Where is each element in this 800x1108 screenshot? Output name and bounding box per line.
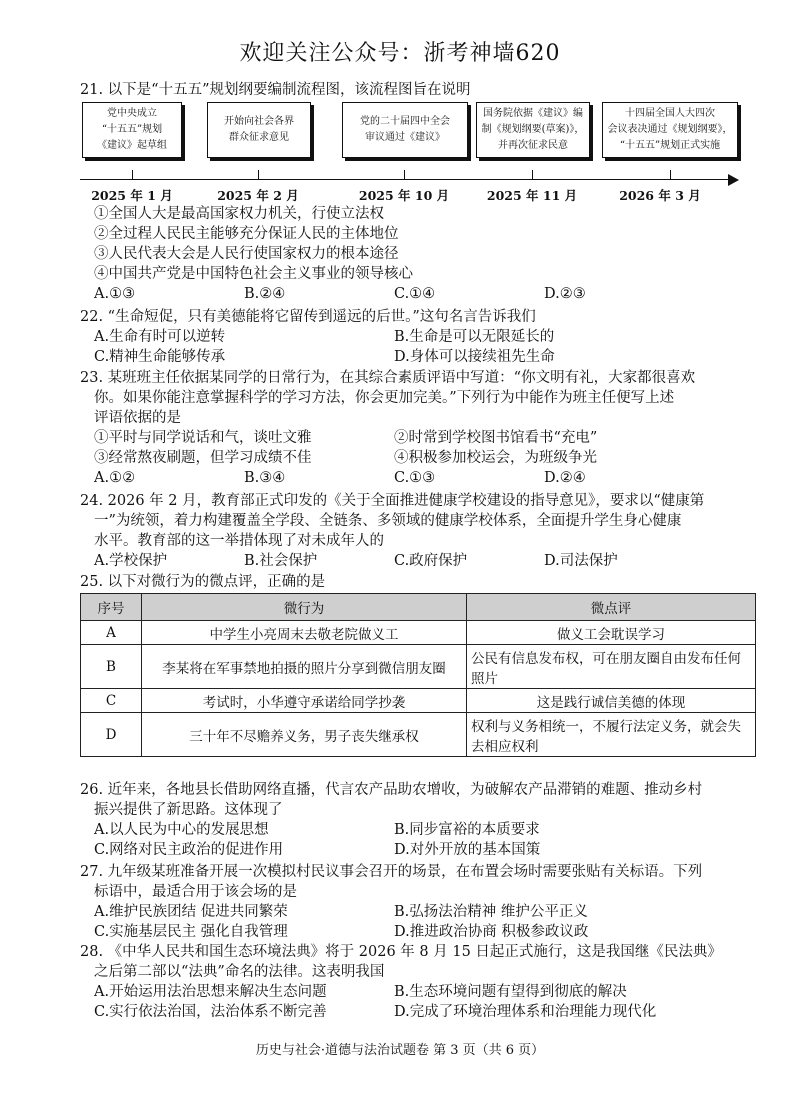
- flow-box-3: 党的二十届四中全会 审议通过《建议》: [342, 102, 468, 158]
- option-c[interactable]: C.精神生命能够传承: [94, 349, 226, 365]
- timeline-date: 2025 年 11 月: [486, 188, 578, 203]
- option-a[interactable]: A.学校保护: [94, 553, 168, 569]
- option-d[interactable]: D.②④: [544, 470, 586, 486]
- table-row: B 李某将在军事禁地拍摄的照片分享到微信朋友圈 公民有信息发布权，可在朋友圈自由发布任何照片: [81, 645, 756, 689]
- question-21-options: [94, 284, 774, 304]
- question-24-options: [80, 551, 760, 571]
- option-b[interactable]: B.生命是可以无限延长的: [394, 329, 555, 345]
- flow-box-5: 十四届全国人大四次 会议表决通过《规划纲要》， “十五五”规划正式实施: [602, 102, 738, 158]
- option-c[interactable]: C.①④: [394, 286, 436, 302]
- option-b[interactable]: B.社会保护: [244, 553, 318, 569]
- flow-box-2: 开始向社会各界 群众征求意见: [207, 102, 311, 158]
- question-23: 23. 某班班主任依据某同学的日常行为，在其综合素质评语中写道：“你文明有礼，大家都很喜欢 你。如果你能注意掌握科学的学习方法，你会更加完美。”下列行为中能作为班主任便写上述 评语依据的是 ①平时与同学说话和气，谈吐文雅 ②时常到学校图书馆看书“充电” ③经常熬夜刷题，但学习成绩不佳 ④积极参加校运会，为班级争光 A.①② B.③④ C.①③ D.②④: [80, 368, 760, 488]
- table-header-row: 序号 微行为 微点评: [81, 594, 756, 621]
- option-a[interactable]: A.维护民族团结 促进共同繁荣: [94, 904, 288, 920]
- timeline-tick: [258, 170, 259, 179]
- flow-box-4: 国务院依据《建议》编 制《规划纲要(草案)》， 并再次征求民意: [476, 102, 590, 158]
- question-28: 28. 《中华人民共和国生态环境法典》将于 2026 年 8 月 15 日起正式施行，这是我国继《民法典》 之后第二部以“法典”命名的法律。这表明我国 A.开始运用法治思想来解决生态问题 B.生态环境问题有望得到彻底的解决 C.实行依法治国，法治体系不断完善 D.完成了环境治理体系和治理能力现代化: [80, 944, 722, 1020]
- timeline-tick: [132, 170, 133, 179]
- option-c[interactable]: C.网络对民主政治的促进作用: [94, 842, 284, 858]
- option-d[interactable]: D.对外开放的基本国策: [394, 842, 541, 858]
- option-b[interactable]: B.生态环境问题有望得到彻底的解决: [394, 984, 627, 1000]
- flow-box-1: 党中央成立 “十五五”规划 《建议》起草组: [82, 102, 182, 158]
- option-c[interactable]: C.①③: [394, 470, 436, 486]
- timeline-date: 2026 年 3 月: [619, 188, 701, 203]
- question-25-table: [80, 593, 756, 757]
- option-d[interactable]: D.司法保护: [544, 553, 618, 569]
- option-a[interactable]: A.①②: [94, 470, 136, 486]
- timeline-date: 2025 年 10 月: [358, 188, 450, 203]
- option-b[interactable]: B.③④: [244, 470, 286, 486]
- timeline-axis: [80, 179, 730, 180]
- question-23-options: [80, 468, 760, 488]
- option-a[interactable]: A.①③: [94, 286, 136, 302]
- question-21-stem: 21. 以下是“十五五”规划纲要编制流程图，该流程图旨在说明: [80, 82, 471, 98]
- timeline-tick: [670, 170, 671, 179]
- timeline-date: 2025 年 1 月: [91, 188, 173, 203]
- option-c[interactable]: C.实施基层民主 强化自我管理: [94, 924, 288, 940]
- option-b[interactable]: B.同步富裕的本质要求: [394, 822, 540, 838]
- table-row: C 考试时，小华遵守承诺给同学抄袭 这是践行诚信美德的体现: [81, 689, 756, 713]
- timeline-date: 2025 年 2 月: [217, 188, 299, 203]
- option-d[interactable]: D.完成了环境治理体系和治理能力现代化: [394, 1004, 657, 1020]
- question-25-stem: 25. 以下对微行为的微点评，正确的是: [80, 574, 326, 590]
- page-header: 欢迎关注公众号：浙考神墙620: [239, 41, 561, 66]
- timeline-tick: [404, 170, 405, 179]
- option-d[interactable]: D.②③: [544, 286, 586, 302]
- question-26: 26. 近年来，各地县长借助网络直播，代言农产品助农增收，为破解农产品滞销的难题、推动乡村 振兴提供了新思路。这体现了 A.以人民为中心的发展思想 B.同步富裕的本质要求 C.网络对民主政治的促进作用 D.对外开放的基本国策: [80, 782, 703, 858]
- option-a[interactable]: A.以人民为中心的发展思想: [94, 822, 269, 838]
- option-b[interactable]: B.②④: [244, 286, 286, 302]
- option-c[interactable]: C.政府保护: [394, 553, 468, 569]
- table-row: A 中学生小亮周末去敬老院做义工 做义工会耽误学习: [81, 621, 756, 645]
- option-a[interactable]: A.生命有时可以逆转: [94, 329, 226, 345]
- question-24: 24. 2026 年 2 月，教育部正式印发的《关于全面推进健康学校建设的指导意见》，要求以“健康第 一”为统领，着力构建覆盖全学段、全链条、多领域的健康学校体系，全面提升学生身心健康 水平。教育部的这一举措体现了对未成年人的 A.学校保护 B.社会保护 C.政府保护 D.司法保护: [80, 491, 760, 571]
- question-21-items: ①全国人大是最高国家权力机关，行使立法权 ②全过程人民民主能够充分保证人民的主体地位 ③人民代表大会是人民行使国家权力的根本途径 ④中国共产党是中国特色社会主义事业的领导核心 A.①③ B.②④ C.①④ D.②③: [80, 204, 774, 304]
- option-b[interactable]: B.弘扬法治精神 维护公平正义: [394, 904, 588, 920]
- page-footer: 历史与社会·道德与法治试题卷 第 3 页（共 6 页）: [255, 1043, 545, 1058]
- timeline-tick: [532, 170, 533, 179]
- option-d[interactable]: D.推进政治协商 积极参政议政: [394, 924, 589, 940]
- option-d[interactable]: D.身体可以接续祖先生命: [394, 349, 555, 365]
- timeline-arrowhead: [728, 174, 739, 186]
- option-c[interactable]: C.实行依法治国，法治体系不断完善: [94, 1004, 327, 1020]
- option-a[interactable]: A.开始运用法治思想来解决生态问题: [94, 984, 327, 1000]
- table-row: D 三十年不尽赡养义务，男子丧失继承权 权利与义务相统一，不履行法定义务，就会失去相应权利: [81, 713, 756, 757]
- question-27: 27. 九年级某班准备开展一次模拟村民议事会召开的场景，在布置会场时需要张贴有关标语。下列 标语中，最适合用于该会场的是 A.维护民族团结 促进共同繁荣 B.弘扬法治精神 维护公平正义 C.实施基层民主 强化自我管理 D.推进政治协商 积极参政议政: [80, 864, 703, 940]
- question-22: 22. “生命短促，只有美德能将它留传到遥远的后世。”这句名言告诉我们 A.生命有时可以逆转 B.生命是可以无限延长的 C.精神生命能够传承 D.身体可以接续祖先生命: [80, 307, 760, 367]
